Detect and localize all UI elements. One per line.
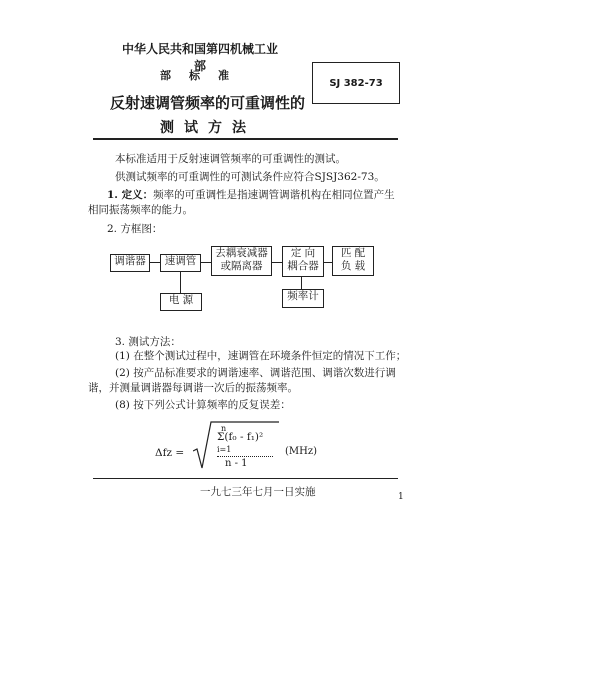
line-tuner-klystron [148, 262, 160, 263]
method-step-2-cont: 谐，并测量调谐器每调谐一次后的振荡频率。 [88, 382, 298, 394]
block-diagram-label: 2. 方框图： [107, 223, 163, 235]
intro-paragraph-1: 本标准适用于反射速调管频率的可重调性的测试。 [115, 153, 346, 165]
definition-text-cont: 相同振荡频率的能力。 [88, 204, 193, 216]
attenuator-box [211, 246, 272, 276]
header-divider [93, 138, 398, 140]
sum-expression: Σ(f₀ - f₁)² [217, 431, 264, 443]
standard-code: SJ 382-73 [329, 77, 383, 89]
definition-label: 1. 定义： [107, 189, 154, 201]
line-klystron-attenuator [199, 262, 211, 263]
power-label: 电 源 [168, 294, 194, 306]
klystron-label: 速调管 [164, 255, 197, 267]
footer-divider [93, 478, 398, 479]
method-label: 3. 测试方法： [115, 336, 181, 348]
line-coupler-load [322, 262, 332, 263]
klystron-box [160, 254, 201, 272]
freqmeter-label: 频率计 [287, 290, 319, 302]
freqmeter-box [282, 289, 324, 308]
coupler-box [282, 246, 324, 277]
sum-lower-limit: i=1 [217, 445, 232, 454]
formula-lhs: Δfz = [155, 447, 185, 459]
formula [155, 418, 335, 474]
definition-line [107, 188, 395, 202]
page-number: 1 [398, 492, 404, 502]
load-label-2: 负 载 [340, 260, 366, 272]
coupler-label-1: 定 向 [290, 247, 316, 259]
fraction-bar [217, 456, 273, 457]
load-box [332, 246, 374, 276]
load-label-1: 匹 配 [340, 247, 366, 259]
method-step-1: (1) 在整个测试过程中，速调管在环境条件恒定的情况下工作； [115, 350, 407, 362]
tuner-label: 调谐器 [114, 255, 146, 267]
ministry-name: 中华人民共和国第四机械工业部 [121, 42, 278, 73]
attenuator-label-1: 去耦衰减器 [215, 247, 268, 259]
formula-unit: (MHz) [285, 446, 318, 457]
line-attenuator-coupler [270, 262, 282, 263]
line-coupler-freqmeter [301, 276, 302, 289]
implementation-date: 一九七三年七月一日实施 [200, 486, 316, 498]
formula-denominator: n - 1 [225, 458, 248, 469]
method-step-2: (2) 按产品标准要求的调谐速率、调谐范围、调谐次数进行调 [115, 367, 396, 379]
power-box [160, 293, 202, 311]
standard-code-box [312, 62, 400, 104]
intro-paragraph-2: 供测试频率的可重调性的可测试条件应符合SJSJ362-73。 [115, 171, 385, 183]
sum-upper-limit: n [221, 424, 227, 433]
line-klystron-power [180, 271, 181, 293]
standard-type: 部标准 [160, 69, 247, 82]
document-title-line2: 测试方法 [160, 120, 256, 136]
tuner-box [110, 254, 150, 272]
coupler-label-2: 耦合器 [287, 260, 319, 272]
attenuator-label-2: 或隔离器 [220, 260, 263, 272]
definition-text: 频率的可重调性是指速调管调谐机构在相同位置产生 [153, 189, 395, 201]
method-step-3: (8) 按下列公式计算频率的反复误差： [115, 399, 291, 411]
document-title-line1: 反射速调管频率的可重调性的 [110, 94, 306, 112]
